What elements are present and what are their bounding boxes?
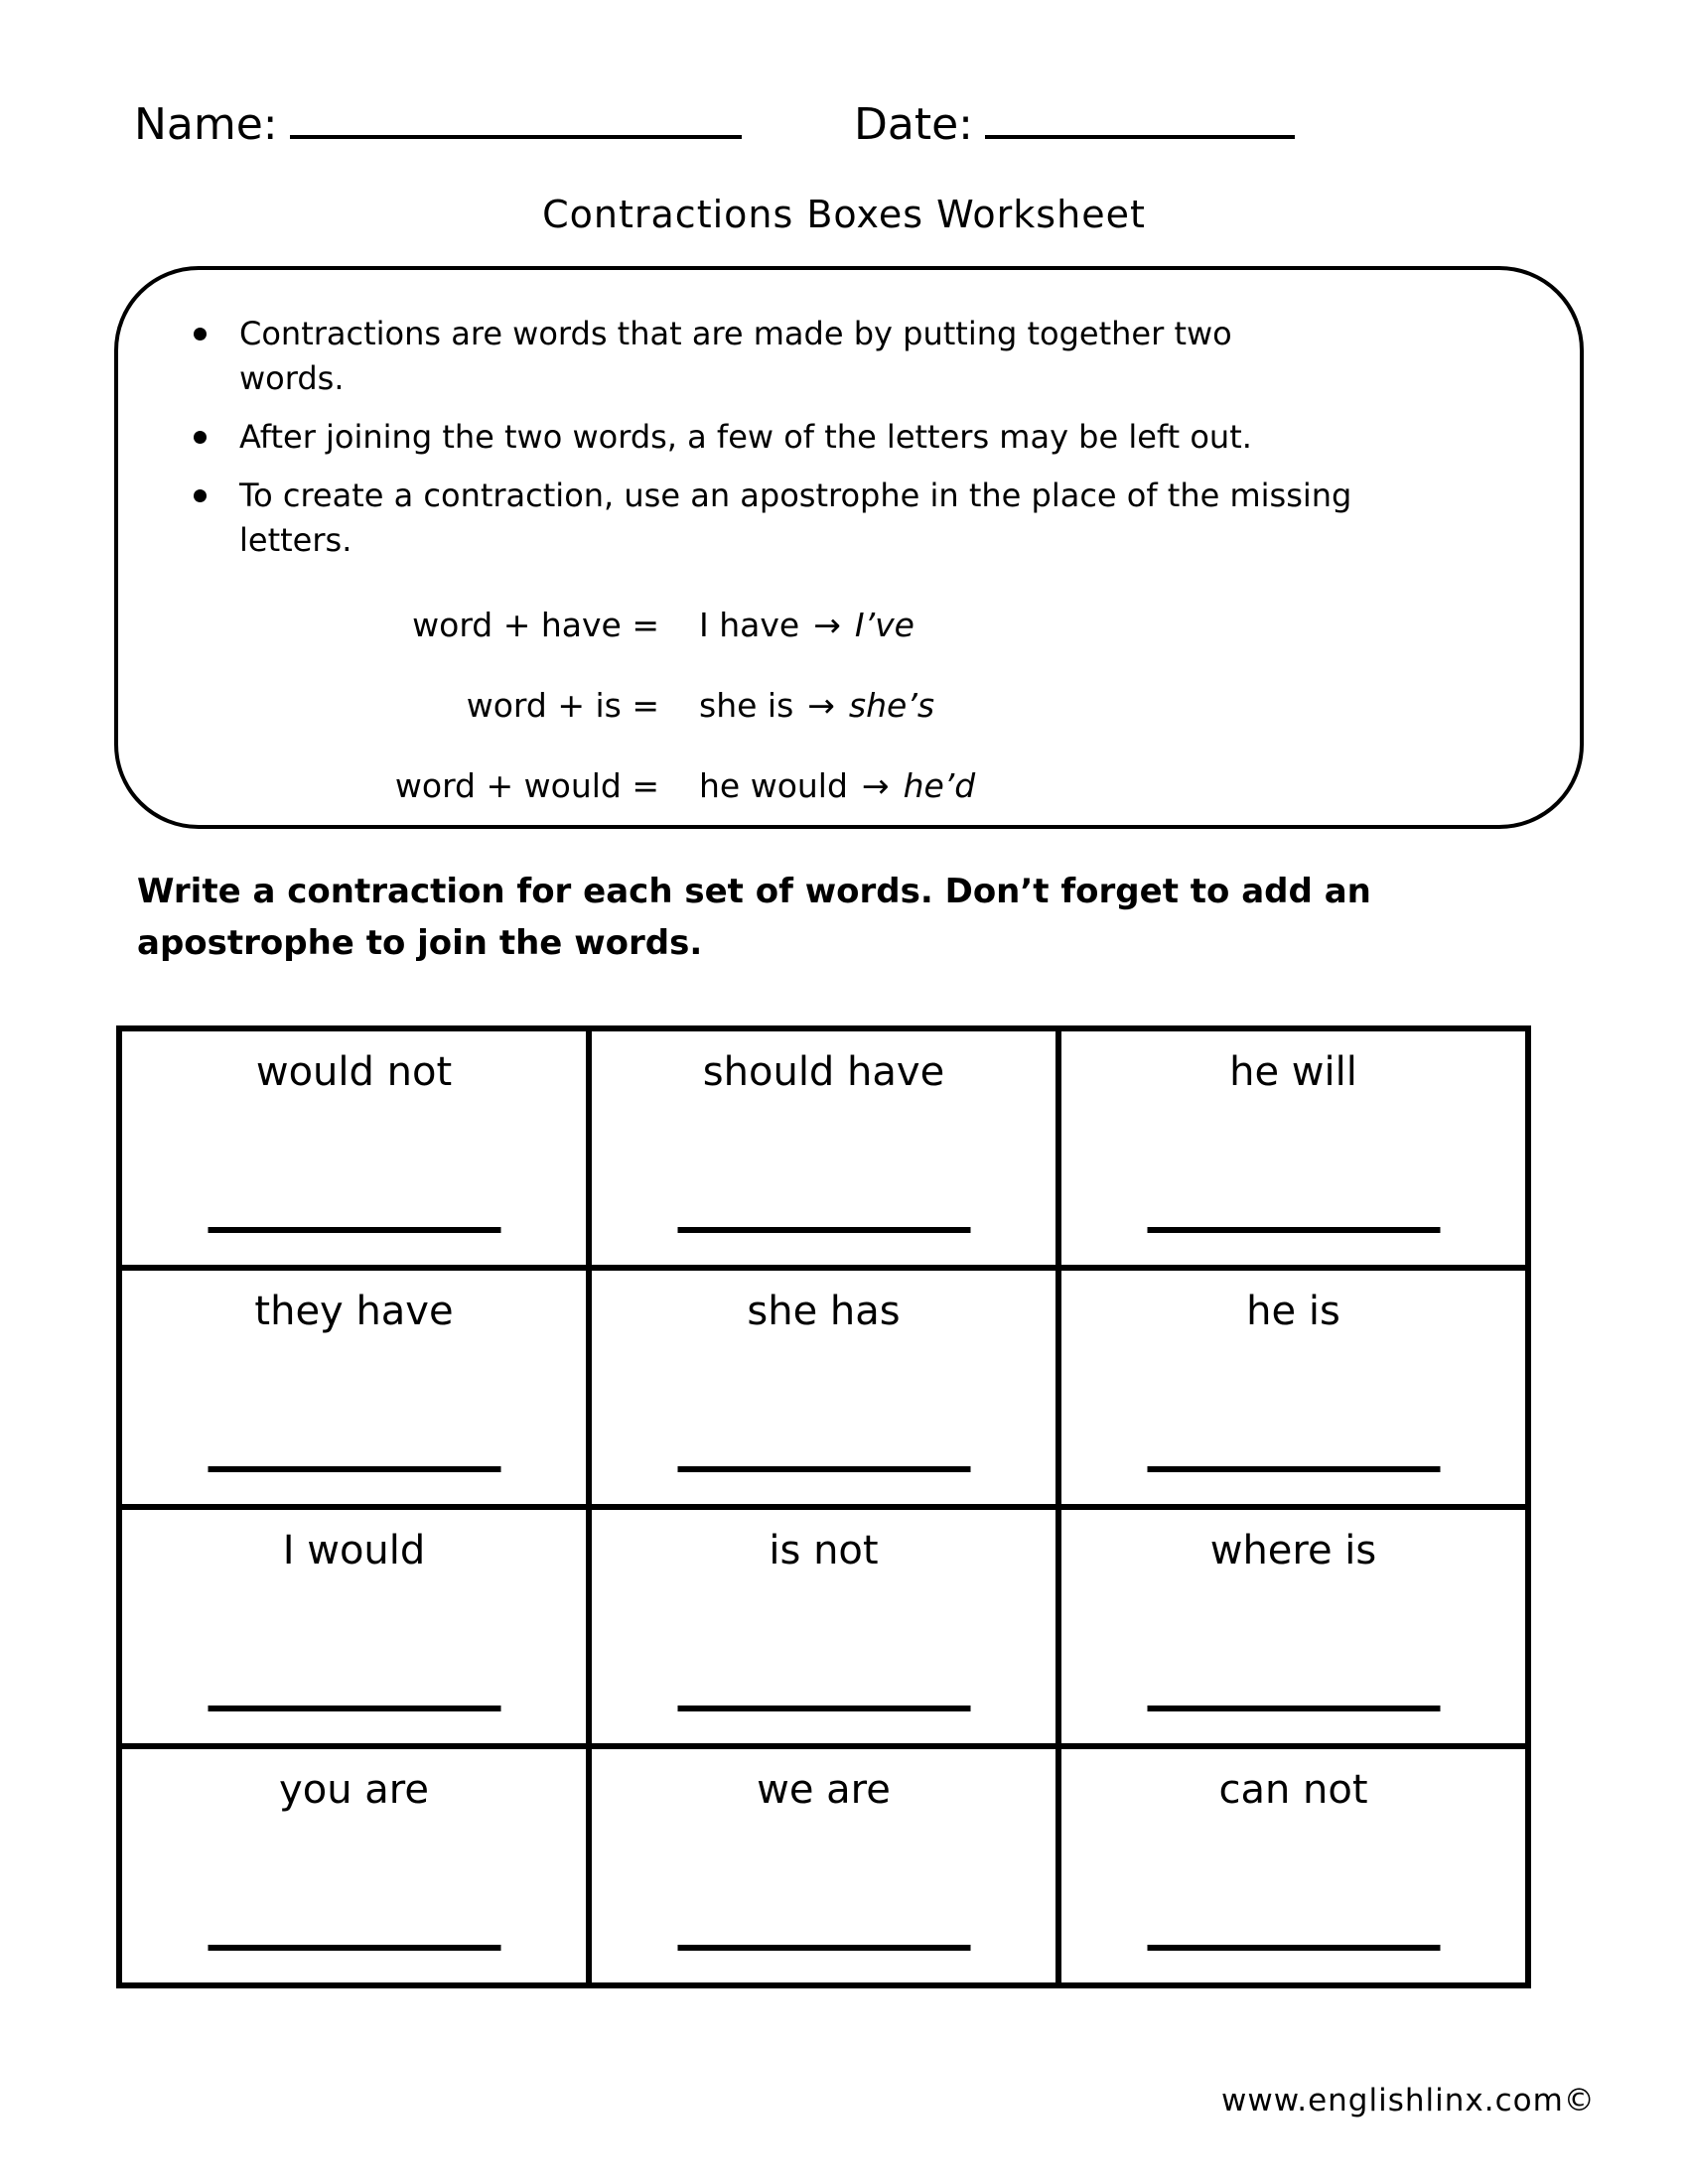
bullet-list <box>190 312 1525 563</box>
table-cell <box>1058 1746 1528 1985</box>
example-demo <box>699 606 914 644</box>
answer-blank[interactable] <box>677 1466 970 1472</box>
cell-word: they have <box>254 1289 454 1334</box>
example-row <box>190 665 1525 746</box>
table-cell <box>589 1507 1058 1746</box>
cell-word: should have <box>702 1049 945 1095</box>
answer-blank[interactable] <box>1147 1945 1440 1951</box>
table-cell <box>589 1746 1058 1985</box>
date-label: Date: <box>854 99 973 150</box>
cell-word: he is <box>1246 1289 1340 1334</box>
table-cell <box>119 1746 589 1985</box>
example-formula: word + would = <box>394 766 659 805</box>
date-write-line[interactable] <box>985 89 1295 139</box>
bullet-item <box>190 474 1525 563</box>
table-row <box>119 1028 1528 1268</box>
example-base: he would <box>699 766 848 805</box>
bullet-text: Contractions are words that are made by putting together two words. <box>239 315 1232 397</box>
cell-word: can not <box>1218 1767 1368 1813</box>
example-result: I’ve <box>854 606 914 644</box>
cell-word: she has <box>747 1289 901 1334</box>
table-cell <box>119 1028 589 1268</box>
answer-table <box>116 1025 1531 1988</box>
name-field-group <box>134 89 742 150</box>
page-title: Contractions Boxes Worksheet <box>542 193 1146 236</box>
cell-word: we are <box>757 1767 891 1813</box>
answer-blank[interactable] <box>208 1227 500 1233</box>
bullet-item <box>190 415 1525 460</box>
table-cell <box>1058 1028 1528 1268</box>
example-result: she’s <box>848 686 935 725</box>
answer-blank[interactable] <box>208 1706 500 1711</box>
cell-word: he will <box>1229 1049 1357 1095</box>
answer-blank[interactable] <box>677 1227 970 1233</box>
table-row <box>119 1746 1528 1985</box>
date-field-group <box>854 89 1295 150</box>
example-formula: word + have = <box>412 606 659 644</box>
cell-word: you are <box>279 1767 429 1813</box>
name-label: Name: <box>134 99 278 150</box>
table-row <box>119 1268 1528 1507</box>
table-cell <box>119 1268 589 1507</box>
name-write-line[interactable] <box>290 89 742 139</box>
instructions-text: Write a contraction for each set of words. Don’t forget to add an apostrophe to join the words. <box>137 872 1371 963</box>
info-box <box>114 266 1584 829</box>
bullet-icon <box>194 431 207 444</box>
example-row <box>190 746 1525 826</box>
right-arrow-icon: → <box>861 766 890 805</box>
table-cell <box>1058 1268 1528 1507</box>
cell-word: would not <box>255 1049 453 1095</box>
bullet-text: After joining the two words, a few of the letters may be left out. <box>239 418 1252 456</box>
answer-blank[interactable] <box>208 1945 500 1951</box>
bullet-text: To create a contraction, use an apostrophe in the place of the missing letters. <box>239 477 1352 559</box>
example-base: she is <box>699 686 794 725</box>
bullet-icon <box>194 328 207 341</box>
table-row <box>119 1507 1528 1746</box>
example-list <box>190 585 1525 826</box>
example-demo <box>699 766 975 805</box>
answer-blank[interactable] <box>1147 1227 1440 1233</box>
table-cell <box>589 1028 1058 1268</box>
cell-word: where is <box>1209 1528 1377 1573</box>
table-cell <box>119 1507 589 1746</box>
bullet-icon <box>194 489 207 502</box>
table-cell <box>589 1268 1058 1507</box>
answer-blank[interactable] <box>677 1706 970 1711</box>
right-arrow-icon: → <box>813 606 841 644</box>
right-arrow-icon: → <box>807 686 835 725</box>
table-cell <box>1058 1507 1528 1746</box>
answer-blank[interactable] <box>1147 1466 1440 1472</box>
example-row <box>190 585 1525 665</box>
footer-watermark: www.englishlinx.com© <box>1221 2083 1596 2118</box>
cell-word: is not <box>769 1528 879 1573</box>
bullet-item <box>190 312 1525 401</box>
cell-word: I would <box>282 1528 426 1573</box>
example-demo <box>699 686 934 725</box>
example-result: he’d <box>903 766 976 805</box>
example-formula: word + is = <box>466 686 659 725</box>
example-base: I have <box>699 606 800 644</box>
answer-blank[interactable] <box>677 1945 970 1951</box>
answer-blank[interactable] <box>1147 1706 1440 1711</box>
answer-blank[interactable] <box>208 1466 500 1472</box>
